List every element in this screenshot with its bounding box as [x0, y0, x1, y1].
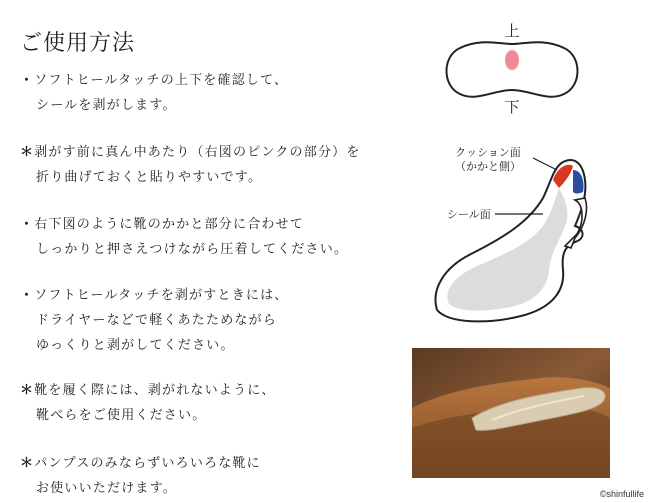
- bullet-mark: ・: [20, 73, 35, 88]
- instruction-6-line-1: ＊パンプスのみならずいろいろな靴に: [20, 456, 261, 471]
- cushion-sub-label: （かかと側）: [455, 160, 521, 173]
- seal-label: シール面: [447, 208, 491, 221]
- bullet-mark: ・: [20, 288, 35, 303]
- fold-point-mark: [505, 50, 519, 70]
- instruction-5: [20, 378, 276, 428]
- heel-pad-diagram: [440, 8, 590, 120]
- instruction-4: [20, 283, 289, 358]
- pad-bottom-label: 下: [504, 98, 520, 116]
- shoe-photo: [412, 348, 610, 478]
- instruction-5-line-1: ＊靴を履く際には、剥がれないように、: [20, 383, 276, 398]
- instruction-3-line-1: ・右下図のように靴のかかと部分に合わせて: [20, 217, 305, 232]
- pad-top-label: 上: [504, 22, 520, 40]
- instruction-3: [20, 212, 348, 262]
- instruction-2: [20, 140, 361, 190]
- copyright-text: ©shinfullife: [599, 489, 644, 499]
- instruction-6-line-2: お使いいただけます。: [36, 481, 177, 496]
- page-title: ご使用方法: [20, 31, 136, 56]
- instruction-2-line-1: ＊剥がす前に真ん中あたり（右図のピンクの部分）を: [20, 145, 361, 160]
- instruction-3-line-2: しっかりと押さえつけながら圧着してください。: [36, 242, 349, 257]
- instruction-2-line-2: 折り曲げておくと貼りやすいです。: [36, 170, 263, 185]
- cushion-leader-line: [533, 158, 557, 170]
- shoe-diagram: [425, 140, 630, 325]
- instruction-4-line-3: ゆっくりと剥がしてください。: [36, 338, 235, 353]
- instruction-6: [20, 451, 261, 501]
- shoe-photo-image: [412, 348, 610, 478]
- bullet-mark: ・: [20, 217, 35, 232]
- instruction-1-line-1: ・ソフトヒールタッチの上下を確認して、: [20, 73, 289, 88]
- instruction-1-line-2: シールを剥がします。: [36, 98, 177, 113]
- asterisk-mark: ＊: [20, 383, 35, 398]
- instruction-4-line-1: ・ソフトヒールタッチを剥がすときには、: [20, 288, 289, 303]
- cushion-label: クッション面: [455, 146, 521, 159]
- instruction-5-line-2: 靴べらをご使用ください。: [36, 408, 207, 423]
- instruction-1: [20, 68, 288, 118]
- instruction-4-line-2: ドライヤーなどで軽くあたためながら: [36, 313, 278, 328]
- asterisk-mark: ＊: [20, 456, 35, 471]
- asterisk-mark: ＊: [20, 145, 35, 160]
